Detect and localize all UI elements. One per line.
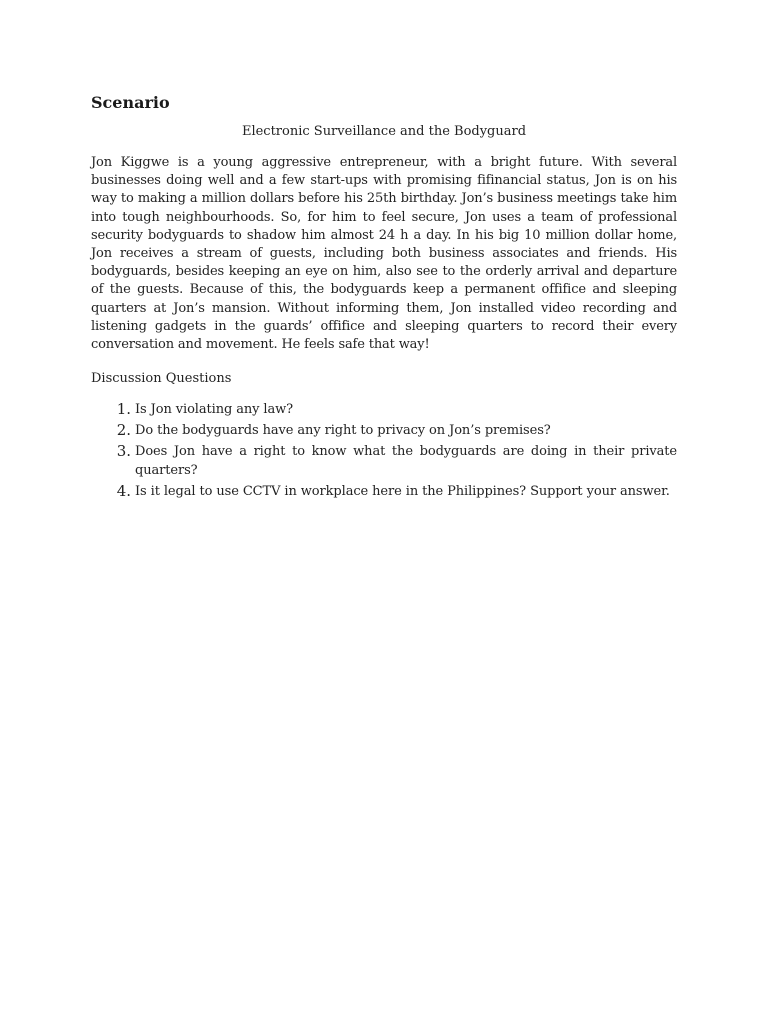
question-number: 2. bbox=[116, 421, 131, 440]
question-text: Do the bodyguards have any right to privacy on Jon’s premises? bbox=[135, 423, 551, 439]
question-item bbox=[91, 400, 677, 419]
question-text: Is it legal to use CCTV in workplace here in the Philippines? Support your answer. bbox=[135, 484, 670, 500]
question-text: Does Jon have a right to know what the bodyguards are doing in their private quarters? bbox=[135, 444, 677, 479]
scenario-title: Electronic Surveillance and the Bodyguard bbox=[241, 124, 527, 139]
discussion-heading: Discussion Questions bbox=[91, 371, 232, 387]
document-page bbox=[91, 92, 677, 503]
question-list bbox=[91, 400, 677, 501]
question-number: 1. bbox=[116, 400, 131, 419]
question-item bbox=[91, 421, 677, 440]
question-item bbox=[91, 482, 677, 501]
scenario-paragraph: Jon Kiggwe is a young aggressive entrepreneur, with a bright future. With several businesses doing well and a few start-ups with promising fifinancial status, Jon is on his way to making a million dollars before his 25th birthday. Jon’s business meetings take him into tough neighbourhoods. So, for him to feel secure, Jon uses a team of professional security bodyguards to shadow him almost 24 h a day. In his big 10 million dollar home, Jon receives a stream of guests, including both business associates and friends. His bodyguards, besides keeping an eye on him, also see to the orderly arrival and departure of the guests. Because of this, the bodyguards keep a permanent offifice and sleeping quarters at Jon’s mansion. Without informing them, Jon installed video recording and listening gadgets in the guards’ offifice and sleeping quarters to record their every conversation and movement. He feels safe that way! bbox=[91, 155, 677, 353]
question-number: 3. bbox=[116, 442, 131, 461]
question-item bbox=[91, 442, 677, 480]
question-number: 4. bbox=[116, 482, 131, 501]
section-heading: Scenario bbox=[91, 93, 170, 112]
question-text: Is Jon violating any law? bbox=[135, 402, 294, 418]
